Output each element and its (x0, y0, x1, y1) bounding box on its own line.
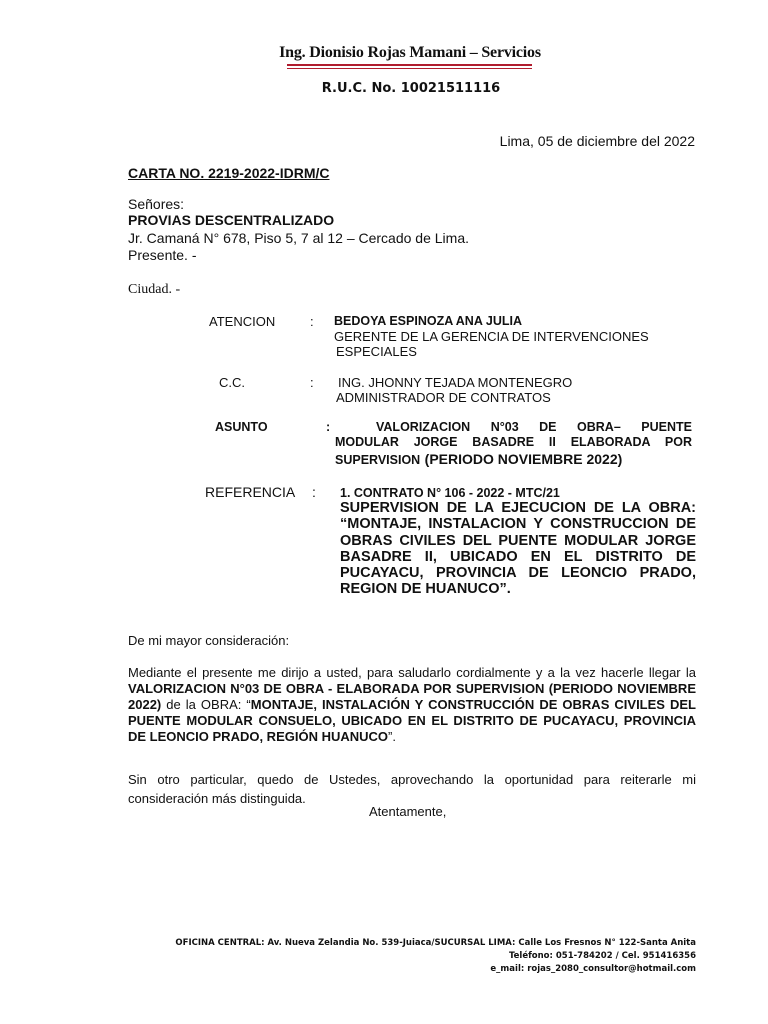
letter-number: CARTA NO. 2219-2022-IDRM/C (128, 165, 330, 181)
referencia-colon: : (312, 484, 316, 500)
asunto-line2: MODULAR JORGE BASADRE II ELABORADA POR (335, 435, 692, 449)
salutation: Señores: (128, 196, 185, 212)
p1-obra-name: MONTAJE, INSTALACIÓN Y CONSTRUCCIÓN DE OBRAS CIVILES DEL PUENTE MODULAR CONSUELO, UBICADO EN EL DISTRITO DE PUCAYACU, PROVINCIA DE LEONCIO PRADO, REGIÓN HUANUCO (128, 697, 696, 744)
ciudad-line: Ciudad. - (128, 282, 181, 297)
atencion-label: ATENCION (209, 314, 276, 329)
presente-line: Presente. - (128, 247, 197, 263)
footer-phone: Teléfono: 051-784202 / Cel. 951416356 (508, 951, 696, 961)
cc-position: ADMINISTRADOR DE CONTRATOS (336, 390, 551, 405)
closing: Atentamente, (369, 804, 447, 819)
cc-colon: : (310, 375, 314, 390)
recipient-address: Jr. Camaná N° 678, Piso 5, 7 al 12 – Cercado de Lima. (128, 230, 470, 246)
letter-date: Lima, 05 de diciembre del 2022 (499, 133, 695, 149)
p1-text-a: Mediante el presente me dirijo a usted, para saludarlo cordialmente y a la vez hacerle llegar la (128, 665, 696, 680)
body-paragraph-2: Sin otro particular, quedo de Ustedes, aprovechando la oportunidad para reiterarle mi consideración más distinguida. (128, 772, 696, 806)
asunto-line3 (335, 451, 622, 469)
cc-name: ING. JHONNY TEJADA MONTENEGRO (338, 375, 573, 390)
header-rule-thin (287, 68, 532, 69)
asunto-line1: VALORIZACION N°03 DE OBRA– PUENTE (376, 420, 692, 434)
referencia-description: SUPERVISION DE LA EJECUCION DE LA OBRA: “MONTAJE, INSTALACION Y CONSTRUCCION DE OBRAS CIVILES DEL PUENTE MODULAR JORGE BASADRE II, UBICADO EN EL DISTRITO DE PUCAYACU, PROVINCIA DE LEONCIO PRADO, REGION DE HUANUCO”. (340, 500, 696, 598)
atencion-name: BEDOYA ESPINOZA ANA JULIA (334, 314, 522, 328)
atencion-position: GERENTE DE LA GERENCIA DE INTERVENCIONES (334, 329, 649, 344)
referencia-label: REFERENCIA (205, 484, 296, 500)
p1-text-c: de la OBRA: “ (161, 697, 251, 712)
body-paragraph-1 (128, 665, 696, 745)
ruc-number: R.U.C. No. 10021511116 (321, 81, 501, 96)
atencion-colon: : (310, 314, 314, 329)
asunto-supervision: SUPERVISION (335, 453, 421, 467)
asunto-label: ASUNTO (215, 420, 268, 434)
cc-label: C.C. (219, 375, 245, 390)
atencion-position-cont: ESPECIALES (336, 344, 417, 359)
recipient-name: PROVIAS DESCENTRALIZADO (128, 212, 335, 228)
greeting: De mi mayor consideración: (128, 633, 290, 648)
footer-email: e_mail: rojas_2080_consultor@hotmail.com (490, 964, 696, 974)
asunto-periodo: (PERIODO NOVIEMBRE 2022) (424, 451, 623, 467)
footer-address: OFICINA CENTRAL: Av. Nueva Zelandia No. 539-Juiaca/SUCURSAL LIMA: Calle Los Fresnos N° 122-Santa Anita (175, 938, 696, 948)
letterhead-title: Ing. Dionisio Rojas Mamani – Servicios (279, 44, 541, 61)
header-rule (287, 64, 532, 66)
referencia-contract: 1. CONTRATO N° 106 - 2022 - MTC/21 (340, 486, 560, 500)
p1-valorizacion: VALORIZACION N°03 DE OBRA - ELABORADA POR SUPERVISION (PERIODO NOVIEMBRE 2022) (128, 681, 696, 712)
p1-text-e: ”. (388, 729, 396, 744)
asunto-colon: : (326, 420, 331, 434)
